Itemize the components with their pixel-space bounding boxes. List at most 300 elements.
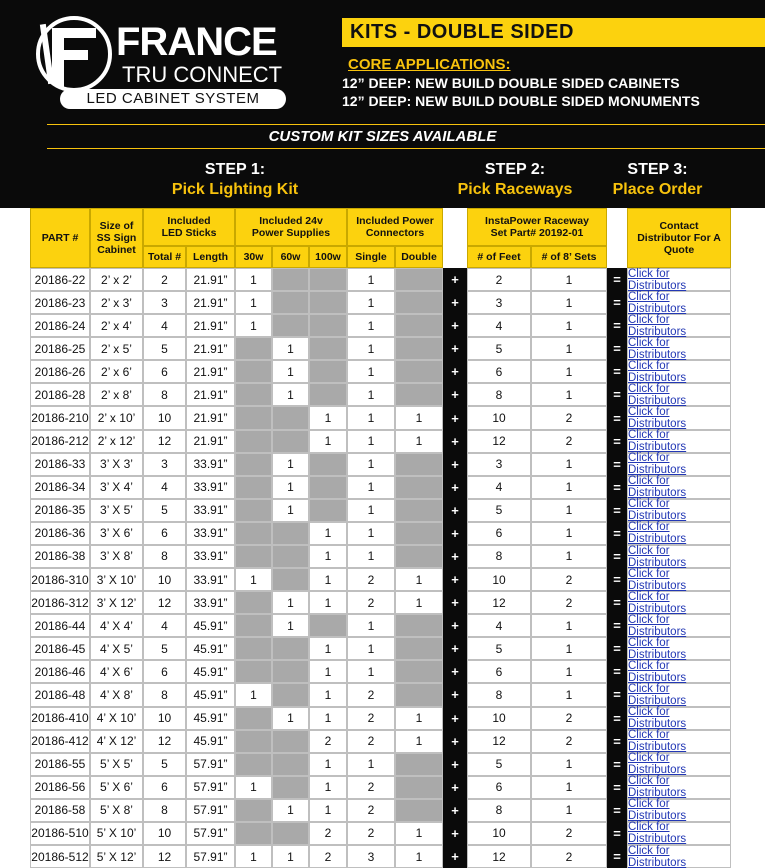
cell-w60 [272,545,309,568]
distributor-link[interactable]: Click for Distributors [628,844,687,868]
cell-part: 20186-55 [30,753,90,776]
cell-single: 1 [347,360,395,383]
distributor-cell [627,707,731,730]
distributor-link[interactable]: Click for Distributors [628,636,687,661]
distributor-link[interactable]: Click for Distributors [628,775,687,800]
distributor-cell [627,337,731,360]
col-header-connectors: Included Power Connectors [347,208,443,246]
cell-single: 1 [347,753,395,776]
equals-separator: = [607,753,627,776]
cell-feet: 10 [467,822,531,845]
cell-feet: 8 [467,383,531,406]
col-header-total: Total # [143,246,186,268]
distributor-link[interactable]: Click for Distributors [628,452,687,477]
divider [47,148,765,149]
cell-single: 1 [347,406,395,429]
equals-separator: = [607,499,627,522]
cell-w30: 1 [235,776,272,799]
cell-feet: 12 [467,430,531,453]
plus-separator: + [443,591,467,614]
distributor-link[interactable]: Click for Distributors [628,544,687,569]
col-header-feet: # of Feet [467,246,531,268]
cell-total: 12 [143,430,186,453]
equals-separator: = [607,730,627,753]
cell-w60 [272,660,309,683]
cell-w30: 1 [235,845,272,868]
plus-separator: + [443,522,467,545]
cell-size: 4’ X 4’ [90,614,143,637]
equals-separator: = [607,268,627,291]
cell-double [395,660,443,683]
distributor-link[interactable]: Click for Distributors [628,613,687,638]
cell-total: 4 [143,314,186,337]
cell-feet: 8 [467,545,531,568]
cell-part: 20186-58 [30,799,90,822]
distributor-cell [627,637,731,660]
distributor-link[interactable]: Click for Distributors [628,498,687,523]
distributor-cell [627,522,731,545]
cell-feet: 6 [467,360,531,383]
cell-feet: 12 [467,730,531,753]
distributor-link[interactable]: Click for Distributors [628,682,687,707]
cell-w100: 1 [309,683,347,706]
col-header-30w: 30w [235,246,272,268]
distributor-link[interactable]: Click for Distributors [628,475,687,500]
cell-feet: 8 [467,683,531,706]
cell-sets: 2 [531,591,607,614]
equals-separator: = [607,545,627,568]
distributor-cell [627,845,731,868]
cell-sets: 2 [531,430,607,453]
equals-separator: = [607,406,627,429]
cell-feet: 5 [467,637,531,660]
distributor-cell [627,591,731,614]
cell-double [395,291,443,314]
distributor-cell [627,291,731,314]
cell-part: 20186-310 [30,568,90,591]
equals-separator: = [607,337,627,360]
distributor-link[interactable]: Click for Distributors [628,313,687,338]
cell-size: 2’ x 3’ [90,291,143,314]
step-subtitle: Place Order [612,181,703,198]
cell-w30 [235,753,272,776]
cell-length: 57.91” [186,753,235,776]
equals-separator: = [607,660,627,683]
cell-size: 3’ X 8’ [90,545,143,568]
cell-w100 [309,383,347,406]
cell-length: 57.91” [186,845,235,868]
plus-separator: + [443,568,467,591]
cell-w30: 1 [235,268,272,291]
col-header-single: Single [347,246,395,268]
cell-length: 45.91” [186,683,235,706]
cell-length: 33.91” [186,499,235,522]
equals-separator: = [607,476,627,499]
cell-w60: 1 [272,383,309,406]
cell-w60: 1 [272,476,309,499]
cell-w100: 1 [309,568,347,591]
distributor-cell [627,430,731,453]
cell-double [395,314,443,337]
cell-single: 1 [347,614,395,637]
cell-double: 1 [395,430,443,453]
cell-w100: 1 [309,406,347,429]
custom-sizes-banner: CUSTOM KIT SIZES AVAILABLE [268,128,497,145]
cell-part: 20186-26 [30,360,90,383]
equals-separator: = [607,707,627,730]
cell-part: 20186-36 [30,522,90,545]
cell-single: 1 [347,314,395,337]
cell-part: 20186-510 [30,822,90,845]
cell-feet: 3 [467,453,531,476]
cell-w100 [309,291,347,314]
distributor-cell [627,545,731,568]
cell-part: 20186-45 [30,637,90,660]
cell-size: 2’ x 12’ [90,430,143,453]
distributor-link[interactable]: Click for Distributors [628,821,687,846]
cell-w60: 1 [272,337,309,360]
cell-feet: 4 [467,614,531,637]
col-header-psu: Included 24v Power Supplies [235,208,347,246]
cell-length: 33.91” [186,591,235,614]
cell-w60 [272,753,309,776]
cell-size: 5’ X 12’ [90,845,143,868]
cell-w60: 1 [272,591,309,614]
cell-sets: 1 [531,545,607,568]
cell-total: 8 [143,383,186,406]
cell-length: 45.91” [186,660,235,683]
cell-w30: 1 [235,291,272,314]
application-item: 12” DEEP: NEW BUILD DOUBLE SIDED MONUMENTS [342,93,700,109]
cell-w30 [235,799,272,822]
cell-sets: 1 [531,268,607,291]
cell-single: 2 [347,799,395,822]
cell-size: 2’ x 5’ [90,337,143,360]
cell-single: 1 [347,637,395,660]
distributor-cell [627,660,731,683]
cell-sets: 1 [531,291,607,314]
step-3 [600,160,715,200]
equals-separator: = [607,291,627,314]
cell-single: 2 [347,568,395,591]
cell-double [395,776,443,799]
cell-sets: 1 [531,799,607,822]
cell-total: 8 [143,683,186,706]
cell-w100: 1 [309,799,347,822]
cell-w60 [272,568,309,591]
cell-length: 45.91” [186,614,235,637]
cell-size: 4’ X 6’ [90,660,143,683]
cell-part: 20186-212 [30,430,90,453]
cell-sets: 1 [531,776,607,799]
cell-part: 20186-38 [30,545,90,568]
step-label: STEP 3: [627,161,688,178]
cell-part: 20186-23 [30,291,90,314]
distributor-cell [627,614,731,637]
distributor-cell [627,499,731,522]
cell-total: 3 [143,291,186,314]
cell-double: 1 [395,707,443,730]
cell-part: 20186-25 [30,337,90,360]
cell-feet: 5 [467,753,531,776]
cell-part: 20186-512 [30,845,90,868]
cell-w60: 1 [272,707,309,730]
cell-w100 [309,453,347,476]
cell-feet: 4 [467,476,531,499]
distributor-link[interactable]: Click for Distributors [628,752,687,777]
cell-size: 3’ X 12’ [90,591,143,614]
cell-total: 8 [143,545,186,568]
cell-total: 3 [143,453,186,476]
cell-w100: 1 [309,637,347,660]
cell-w60: 1 [272,614,309,637]
cell-single: 1 [347,476,395,499]
cell-total: 12 [143,845,186,868]
cell-feet: 10 [467,707,531,730]
cell-total: 10 [143,707,186,730]
cell-single: 2 [347,822,395,845]
applications-list [342,74,700,110]
equals-separator: = [607,314,627,337]
cell-w100 [309,499,347,522]
cell-feet: 5 [467,499,531,522]
cell-feet: 8 [467,799,531,822]
cell-sets: 1 [531,614,607,637]
equals-separator: = [607,845,627,868]
cell-single: 1 [347,337,395,360]
cell-single: 1 [347,522,395,545]
cell-double [395,637,443,660]
plus-separator: + [443,799,467,822]
cell-length: 45.91” [186,730,235,753]
equals-separator: = [607,568,627,591]
cell-total: 6 [143,776,186,799]
plus-separator: + [443,476,467,499]
cell-length: 21.91” [186,337,235,360]
cell-total: 6 [143,522,186,545]
col-header-part: PART # [30,208,90,268]
cell-total: 10 [143,406,186,429]
distributor-link[interactable]: Click for Distributors [628,359,687,384]
cell-part: 20186-210 [30,406,90,429]
col-header-led: Included LED Sticks [143,208,235,246]
cell-single: 1 [347,268,395,291]
col-header-100w: 100w [309,246,347,268]
plus-separator: + [443,314,467,337]
cell-w60 [272,730,309,753]
cell-w60 [272,776,309,799]
cell-w60 [272,683,309,706]
distributor-cell [627,383,731,406]
distributor-cell [627,753,731,776]
cell-part: 20186-35 [30,499,90,522]
cell-double [395,268,443,291]
cell-sets: 1 [531,453,607,476]
cell-w60 [272,522,309,545]
cell-w100: 1 [309,707,347,730]
cell-w60 [272,822,309,845]
equals-separator: = [607,683,627,706]
cell-length: 21.91” [186,268,235,291]
cell-double: 1 [395,845,443,868]
cell-w100: 1 [309,591,347,614]
distributor-link[interactable]: Click for Distributors [628,590,687,615]
cell-w100 [309,360,347,383]
cell-feet: 2 [467,268,531,291]
cell-double [395,799,443,822]
cell-w30 [235,499,272,522]
distributor-link[interactable]: Click for Distributors [628,406,687,431]
cell-w30: 1 [235,314,272,337]
cell-w30 [235,337,272,360]
cell-length: 21.91” [186,430,235,453]
plus-separator: + [443,776,467,799]
logo [30,12,292,112]
cell-single: 3 [347,845,395,868]
cell-part: 20186-412 [30,730,90,753]
equals-separator: = [607,522,627,545]
distributor-link[interactable]: Click for Distributors [628,567,687,592]
distributor-cell [627,776,731,799]
distributor-link[interactable]: Click for Distributors [628,521,687,546]
cell-size: 2’ x 8’ [90,383,143,406]
cell-w30 [235,476,272,499]
logo-tagline: LED CABINET SYSTEM [60,89,286,109]
cell-part: 20186-22 [30,268,90,291]
cell-sets: 1 [531,683,607,706]
distributor-link[interactable]: Click for Distributors [628,382,687,407]
cell-single: 2 [347,707,395,730]
cell-w100: 1 [309,753,347,776]
cell-total: 5 [143,637,186,660]
cell-size: 4’ X 8’ [90,683,143,706]
cell-total: 12 [143,730,186,753]
cell-total: 5 [143,753,186,776]
cell-part: 20186-46 [30,660,90,683]
distributor-link[interactable]: Click for Distributors [628,290,687,315]
cell-part: 20186-28 [30,383,90,406]
equals-separator: = [607,776,627,799]
cell-single: 1 [347,383,395,406]
cell-w30 [235,614,272,637]
cell-size: 5’ X 6’ [90,776,143,799]
cell-w60 [272,268,309,291]
cell-size: 4’ X 5’ [90,637,143,660]
cell-size: 5’ X 8’ [90,799,143,822]
cell-w100: 2 [309,845,347,868]
cell-single: 1 [347,499,395,522]
cell-total: 8 [143,799,186,822]
distributor-cell [627,476,731,499]
plus-separator: + [443,453,467,476]
step-2 [440,160,590,200]
cell-feet: 6 [467,660,531,683]
distributor-link[interactable]: Click for Distributors [628,659,687,684]
col-header-raceway: InstaPower Raceway Set Part# 20192-01 [467,208,607,246]
cell-part: 20186-56 [30,776,90,799]
logo-subtitle: TRU CONNECT [122,62,283,87]
cell-w60: 1 [272,360,309,383]
cell-size: 3’ X 5’ [90,499,143,522]
cell-length: 33.91” [186,545,235,568]
cell-total: 5 [143,499,186,522]
cell-w60 [272,291,309,314]
cell-feet: 12 [467,845,531,868]
cell-total: 10 [143,822,186,845]
cell-length: 33.91” [186,453,235,476]
cell-feet: 10 [467,568,531,591]
step-1 [150,160,320,200]
cell-double [395,337,443,360]
cell-double [395,499,443,522]
plus-separator: + [443,430,467,453]
distributor-cell [627,453,731,476]
cell-total: 6 [143,360,186,383]
cell-size: 3’ X 6’ [90,522,143,545]
cell-double [395,383,443,406]
plus-separator: + [443,406,467,429]
logo-brand: FRANCE [116,20,277,64]
distributor-link[interactable]: Click for Distributors [628,798,687,823]
distributor-link[interactable]: Click for Distributors [628,267,687,292]
cell-sets: 1 [531,522,607,545]
distributor-link[interactable]: Click for Distributors [628,729,687,754]
plus-separator: + [443,337,467,360]
cell-feet: 5 [467,337,531,360]
plus-separator: + [443,614,467,637]
cell-size: 3’ X 10’ [90,568,143,591]
cell-length: 21.91” [186,291,235,314]
cell-size: 4’ X 10’ [90,707,143,730]
distributor-link[interactable]: Click for Distributors [628,706,687,731]
cell-w30: 1 [235,683,272,706]
cell-size: 4’ X 12’ [90,730,143,753]
cell-single: 2 [347,591,395,614]
step-subtitle: Pick Raceways [457,181,573,198]
logo-mark-icon [34,14,112,96]
cell-w30: 1 [235,568,272,591]
step-subtitle: Pick Lighting Kit [171,181,299,198]
cell-w30 [235,591,272,614]
equals-separator: = [607,799,627,822]
distributor-cell [627,822,731,845]
cell-length: 21.91” [186,360,235,383]
cell-w100: 1 [309,660,347,683]
step-label: STEP 1: [204,161,266,178]
cell-feet: 6 [467,776,531,799]
cell-w60: 1 [272,453,309,476]
cell-double: 1 [395,591,443,614]
distributor-cell [627,406,731,429]
cell-w30 [235,730,272,753]
cell-w30 [235,637,272,660]
cell-w60 [272,406,309,429]
cell-size: 2’ x 2’ [90,268,143,291]
cell-total: 4 [143,476,186,499]
cell-size: 2’ x 10’ [90,406,143,429]
cell-size: 2’ x 4’ [90,314,143,337]
equals-separator: = [607,430,627,453]
cell-total: 5 [143,337,186,360]
cell-sets: 2 [531,707,607,730]
cell-w30 [235,406,272,429]
distributor-link[interactable]: Click for Distributors [628,429,687,454]
col-header-double: Double [395,246,443,268]
cell-w60: 1 [272,799,309,822]
distributor-link[interactable]: Click for Distributors [628,336,687,361]
cell-w60: 1 [272,499,309,522]
plus-separator: + [443,499,467,522]
